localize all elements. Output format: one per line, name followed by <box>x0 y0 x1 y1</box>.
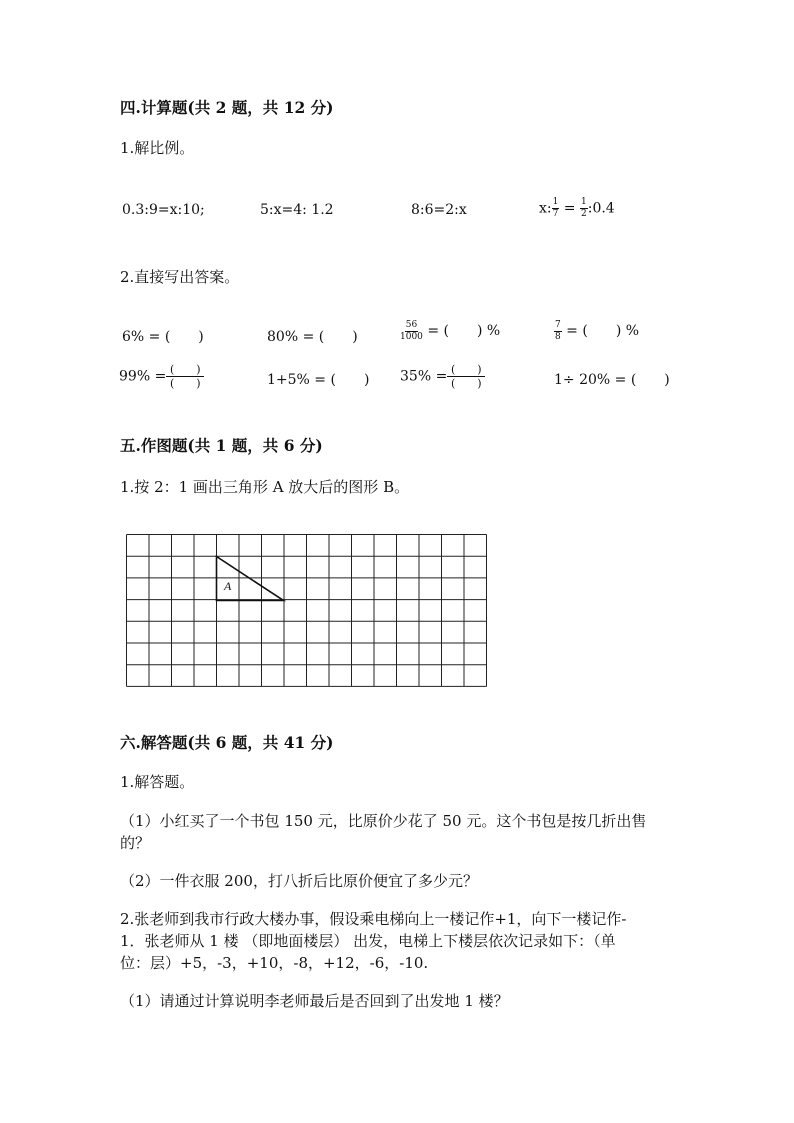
section-5-title: 五.作图题(共 1 题，共 6 分) <box>120 436 323 455</box>
grid-lines <box>127 535 487 687</box>
question-6-1-part-1-line-1: （1）小红买了一个书包 150 元，比原价少花了 50 元。这个书包是按几折出售 <box>120 812 647 830</box>
triangle-a-label: A <box>224 579 232 593</box>
fraction-denominator: 8 <box>555 331 561 342</box>
answer-item-2: 80% = ( ) <box>267 329 358 345</box>
blank-denominator: ( ) <box>451 377 482 390</box>
answer-item-4-tail: = ( ) % <box>561 323 640 339</box>
answer-item-5-prefix: 99% = <box>119 368 167 385</box>
equation-4 <box>539 198 615 219</box>
question-6-1-part-1-line-2: 的？ <box>120 834 151 852</box>
blank-denominator: ( ) <box>170 377 201 390</box>
equals-sign: = <box>559 200 580 217</box>
blank-fraction <box>447 364 485 389</box>
equation-4-prefix: x: <box>539 200 552 217</box>
fraction-numerator: 1 <box>552 197 559 207</box>
question-6-2-line-3: 位：层）+5，-3，+10，-8，+12，-6，-10. <box>120 954 429 972</box>
question-5-1-label: 1.按 2：1 画出三角形 A 放大后的图形 B。 <box>120 478 410 496</box>
fraction-numerator: 7 <box>555 319 561 330</box>
section-6-title: 六.解答题(共 6 题，共 41 分) <box>120 733 334 752</box>
blank-numerator: ( ) <box>166 364 204 377</box>
answer-item-8: 1÷ 20% = ( ) <box>554 372 670 388</box>
question-6-2-line-1: 2.张老师到我市行政大楼办事，假设乘电梯向上一楼记作+1，向下一楼记作- <box>120 910 627 928</box>
question-6-2-part-1: （1）请通过计算说明李老师最后是否回到了出发地 1 楼？ <box>120 992 509 1010</box>
fraction-56-1000 <box>400 321 423 342</box>
blank-fraction <box>166 364 204 389</box>
blank-numerator: ( ) <box>447 364 485 377</box>
answer-item-1: 6% = ( ) <box>122 329 204 345</box>
fraction-denominator: 1000 <box>400 331 423 342</box>
fraction-denominator: 2 <box>581 209 587 219</box>
question-4-1-label: 1.解比例。 <box>120 139 195 157</box>
section-4-title: 四.计算题(共 2 题，共 12 分) <box>120 98 334 117</box>
fraction-denominator: 7 <box>552 209 559 219</box>
answer-item-7-prefix: 35% = <box>400 368 448 385</box>
fraction-one-half <box>580 198 588 219</box>
fraction-7-8 <box>554 321 562 342</box>
equation-2: 5:x=4: 1.2 <box>260 202 334 218</box>
question-6-2-line-2: 1．张老师从 1 楼 （即地面楼层） 出发，电梯上下楼层依次记录如下：（单 <box>120 932 616 950</box>
answer-item-6: 1+5% = ( ) <box>267 372 370 388</box>
equation-3: 8:6=2:x <box>411 202 467 218</box>
fraction-numerator: 1 <box>581 197 587 207</box>
question-6-1-part-2: （2）一件衣服 200，打八折后比原价便宜了多少元？ <box>120 872 478 890</box>
drawing-grid <box>126 534 490 692</box>
answer-item-7 <box>400 364 485 389</box>
grid-svg <box>126 534 490 688</box>
answer-item-4 <box>554 320 639 342</box>
answer-item-3 <box>400 320 500 342</box>
equation-1: 0.3:9=x:10; <box>122 202 205 218</box>
question-4-2-label: 2.直接写出答案。 <box>120 268 240 286</box>
fraction-numerator: 56 <box>405 319 418 330</box>
answer-item-3-tail: = ( ) % <box>422 323 501 339</box>
equation-4-suffix: :0.4 <box>587 200 615 217</box>
question-6-1-label: 1.解答题。 <box>120 773 195 791</box>
answer-item-5 <box>119 364 204 389</box>
